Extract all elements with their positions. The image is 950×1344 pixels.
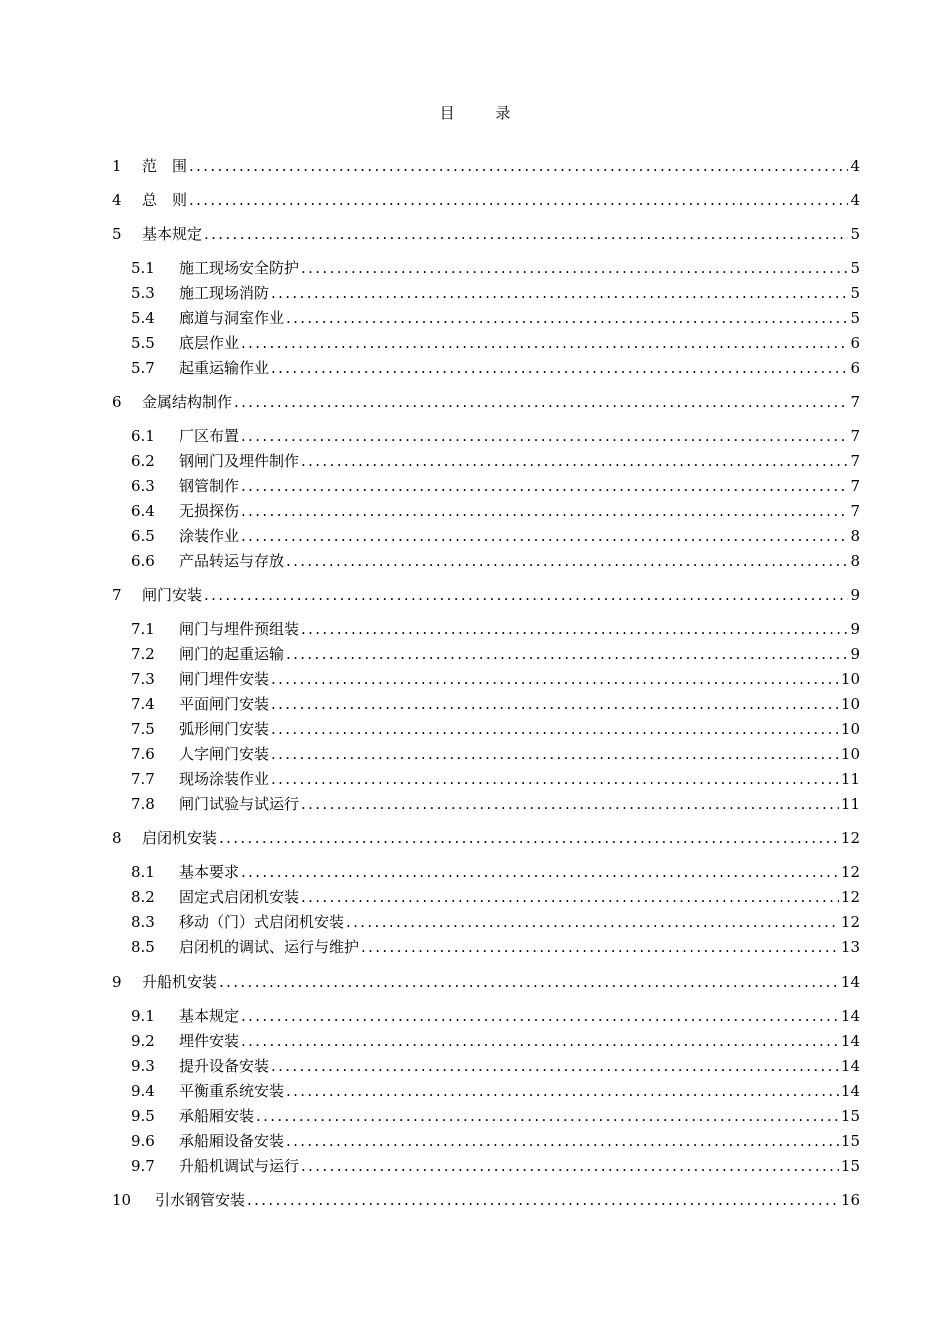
toc-entry-number: 8.3 xyxy=(131,913,155,931)
toc-entry-number: 7 xyxy=(112,586,122,604)
toc-section-entry[interactable] xyxy=(131,717,860,739)
toc-entry-number: 1 xyxy=(112,157,122,175)
toc-page-number: 10 xyxy=(840,670,860,688)
toc-dot-leader xyxy=(256,1106,839,1126)
toc-entry-title: 承船厢设备安装 xyxy=(179,1132,285,1150)
toc-page-number: 8 xyxy=(850,527,860,545)
toc-dot-leader xyxy=(286,1131,839,1151)
toc-chapter-entry[interactable] xyxy=(112,390,860,412)
toc-page-number: 10 xyxy=(840,720,860,738)
toc-section-entry[interactable] xyxy=(131,331,860,353)
toc-section-entry[interactable] xyxy=(131,356,860,378)
toc-entry-number: 6.1 xyxy=(131,427,155,445)
toc-page-number: 11 xyxy=(840,795,860,813)
toc-section-entry[interactable] xyxy=(131,935,860,957)
toc-entry-title: 弧形闸门安装 xyxy=(179,720,270,738)
toc-page-number: 15 xyxy=(840,1157,860,1175)
toc-page-number: 5 xyxy=(850,225,860,243)
toc-entry-title: 升船机安装 xyxy=(142,973,218,991)
toc-page-number: 5 xyxy=(850,259,860,277)
toc-entry-title: 总 则 xyxy=(142,191,188,209)
toc-page-number: 4 xyxy=(850,191,860,209)
toc-dot-leader xyxy=(204,585,848,605)
toc-entry-number: 9.4 xyxy=(131,1082,155,1100)
toc-entry-title: 金属结构制作 xyxy=(142,393,233,411)
toc-entry-title: 钢管制作 xyxy=(179,477,240,495)
toc-page-number: 12 xyxy=(840,829,860,847)
toc-entry-number: 6.2 xyxy=(131,452,155,470)
toc-page-number: 14 xyxy=(840,1032,860,1050)
toc-dot-leader xyxy=(241,1031,839,1051)
toc-entry-title: 基本规定 xyxy=(142,225,203,243)
toc-entry-title: 闸门安装 xyxy=(142,586,203,604)
toc-section-entry[interactable] xyxy=(131,1079,860,1101)
toc-entry-number: 9 xyxy=(112,973,122,991)
toc-entry-number: 7.4 xyxy=(131,695,155,713)
toc-section-entry[interactable] xyxy=(131,1029,860,1051)
toc-dot-leader xyxy=(247,1190,839,1210)
toc-entry-title: 提升设备安装 xyxy=(179,1057,270,1075)
toc-page-number: 14 xyxy=(840,1007,860,1025)
toc-dot-leader xyxy=(271,283,848,303)
toc-entry-number: 5.4 xyxy=(131,309,155,327)
toc-section-entry[interactable] xyxy=(131,424,860,446)
toc-dot-leader xyxy=(241,476,848,496)
toc-page-number: 14 xyxy=(840,973,860,991)
toc-dot-leader xyxy=(361,937,839,957)
toc-entry-number: 7.8 xyxy=(131,795,155,813)
toc-page-number: 9 xyxy=(850,620,860,638)
toc-chapter-entry[interactable] xyxy=(112,222,860,244)
toc-section-entry[interactable] xyxy=(131,667,860,689)
toc-page-number: 7 xyxy=(850,427,860,445)
toc-page-number: 12 xyxy=(840,913,860,931)
toc-page-number: 7 xyxy=(850,393,860,411)
toc-entry-number: 8 xyxy=(112,829,122,847)
toc-entry-number: 7.2 xyxy=(131,645,155,663)
toc-entry-number: 6.6 xyxy=(131,552,155,570)
toc-section-entry[interactable] xyxy=(131,549,860,571)
toc-section-entry[interactable] xyxy=(131,1004,860,1026)
toc-entry-title: 廊道与洞室作业 xyxy=(179,309,285,327)
toc-entry-title: 人字闸门安装 xyxy=(179,745,270,763)
toc-entry-number: 4 xyxy=(112,191,122,209)
toc-entry-title: 施工现场消防 xyxy=(179,284,270,302)
toc-chapter-entry[interactable] xyxy=(112,188,860,210)
toc-page-number: 6 xyxy=(850,359,860,377)
toc-dot-leader xyxy=(346,912,839,932)
toc-section-entry[interactable] xyxy=(131,742,860,764)
toc-section-entry[interactable] xyxy=(131,449,860,471)
toc-entry-number: 7.1 xyxy=(131,620,155,638)
toc-page-number: 13 xyxy=(840,938,860,956)
toc-page-number: 15 xyxy=(840,1107,860,1125)
toc-page-number: 4 xyxy=(850,157,860,175)
toc-entry-title: 厂区布置 xyxy=(179,427,240,445)
toc-dot-leader xyxy=(301,1156,839,1176)
toc-section-entry[interactable] xyxy=(131,792,860,814)
toc-page-number: 7 xyxy=(850,452,860,470)
toc-page-number: 10 xyxy=(840,695,860,713)
toc-dot-leader xyxy=(301,258,848,278)
toc-dot-leader xyxy=(219,972,839,992)
toc-page-number: 9 xyxy=(850,586,860,604)
toc-entry-title: 承船厢安装 xyxy=(179,1107,255,1125)
toc-entry-title: 涂装作业 xyxy=(179,527,240,545)
toc-entry-number: 5.3 xyxy=(131,284,155,302)
toc-section-entry[interactable] xyxy=(131,306,860,328)
toc-dot-leader xyxy=(189,156,848,176)
toc-entry-number: 5 xyxy=(112,225,122,243)
toc-page-number: 12 xyxy=(840,888,860,906)
toc-dot-leader xyxy=(241,426,848,446)
toc-entry-number: 6.3 xyxy=(131,477,155,495)
toc-section-entry[interactable] xyxy=(131,1104,860,1126)
toc-dot-leader xyxy=(301,619,848,639)
toc-page-number: 16 xyxy=(840,1191,860,1209)
toc-entry-number: 10 xyxy=(112,1191,132,1209)
toc-entry-title: 基本规定 xyxy=(179,1007,240,1025)
toc-dot-leader xyxy=(271,719,839,739)
toc-section-entry[interactable] xyxy=(131,281,860,303)
toc-dot-leader xyxy=(241,333,848,353)
toc-entry-title: 施工现场安全防护 xyxy=(179,259,300,277)
toc-page-number: 15 xyxy=(840,1132,860,1150)
toc-dot-leader xyxy=(301,887,839,907)
toc-page-number: 7 xyxy=(850,502,860,520)
toc-entry-number: 9.3 xyxy=(131,1057,155,1075)
toc-dot-leader xyxy=(234,392,848,412)
toc-dot-leader xyxy=(301,794,839,814)
toc-dot-leader xyxy=(271,694,839,714)
toc-dot-leader xyxy=(286,308,848,328)
toc-entry-title: 移动（门）式启闭机安装 xyxy=(179,913,345,931)
toc-entry-title: 埋件安装 xyxy=(179,1032,240,1050)
toc-section-entry[interactable] xyxy=(131,499,860,521)
toc-dot-leader xyxy=(286,644,848,664)
toc-dot-leader xyxy=(241,501,848,521)
toc-page-number: 10 xyxy=(840,745,860,763)
toc-page-number: 14 xyxy=(840,1057,860,1075)
toc-dot-leader xyxy=(219,828,839,848)
page-title: 目 录 xyxy=(439,104,529,122)
toc-dot-leader xyxy=(271,744,839,764)
toc-entry-number: 8.2 xyxy=(131,888,155,906)
toc-entry-title: 产品转运与存放 xyxy=(179,552,285,570)
toc-entry-number: 5.1 xyxy=(131,259,155,277)
toc-entry-number: 7.5 xyxy=(131,720,155,738)
toc-dot-leader xyxy=(301,451,848,471)
toc-section-entry[interactable] xyxy=(131,910,860,932)
toc-dot-leader xyxy=(241,862,839,882)
toc-section-entry[interactable] xyxy=(131,767,860,789)
toc-entry-number: 7.7 xyxy=(131,770,155,788)
toc-page-number: 9 xyxy=(850,645,860,663)
toc-entry-title: 闸门与埋件预组装 xyxy=(179,620,300,638)
toc-entry-title: 闸门的起重运输 xyxy=(179,645,285,663)
toc-entry-title: 无损探伤 xyxy=(179,502,240,520)
toc-dot-leader xyxy=(271,669,839,689)
toc-page-number: 7 xyxy=(850,477,860,495)
toc-entry-title: 引水钢管安装 xyxy=(155,1191,246,1209)
toc-page-number: 5 xyxy=(850,284,860,302)
toc-entry-title: 平衡重系统安装 xyxy=(179,1082,285,1100)
toc-section-entry[interactable] xyxy=(131,256,860,278)
toc-chapter-entry[interactable] xyxy=(112,970,860,992)
toc-section-entry[interactable] xyxy=(131,1129,860,1151)
toc-chapter-entry[interactable] xyxy=(112,826,860,848)
toc-dot-leader xyxy=(271,358,848,378)
toc-entry-number: 6.5 xyxy=(131,527,155,545)
toc-section-entry[interactable] xyxy=(131,860,860,882)
toc-dot-leader xyxy=(241,1006,839,1026)
toc-entry-title: 闸门埋件安装 xyxy=(179,670,270,688)
toc-entry-number: 9.1 xyxy=(131,1007,155,1025)
toc-entry-title: 升船机调试与运行 xyxy=(179,1157,300,1175)
toc-dot-leader xyxy=(204,224,848,244)
toc-dot-leader xyxy=(189,190,848,210)
toc-entry-number: 9.7 xyxy=(131,1157,155,1175)
toc-entry-title: 闸门试验与试运行 xyxy=(179,795,300,813)
toc-section-entry[interactable] xyxy=(131,1054,860,1076)
toc-dot-leader xyxy=(271,1056,839,1076)
toc-entry-title: 固定式启闭机安装 xyxy=(179,888,300,906)
toc-entry-number: 9.6 xyxy=(131,1132,155,1150)
toc-chapter-entry[interactable] xyxy=(112,1188,860,1210)
toc-page-number: 6 xyxy=(850,334,860,352)
toc-section-entry[interactable] xyxy=(131,617,860,639)
toc-dot-leader xyxy=(271,769,839,789)
toc-entry-number: 6.4 xyxy=(131,502,155,520)
toc-entry-title: 现场涂装作业 xyxy=(179,770,270,788)
toc-section-entry[interactable] xyxy=(131,642,860,664)
toc-section-entry[interactable] xyxy=(131,474,860,496)
toc-entry-number: 6 xyxy=(112,393,122,411)
toc-entry-title: 起重运输作业 xyxy=(179,359,270,377)
toc-dot-leader xyxy=(241,526,848,546)
toc-section-entry[interactable] xyxy=(131,524,860,546)
toc-entry-number: 5.5 xyxy=(131,334,155,352)
toc-dot-leader xyxy=(286,1081,839,1101)
toc-page-number: 11 xyxy=(840,770,860,788)
toc-dot-leader xyxy=(286,551,848,571)
toc-section-entry[interactable] xyxy=(131,692,860,714)
toc-page-number: 12 xyxy=(840,863,860,881)
toc-page-number: 5 xyxy=(850,309,860,327)
toc-chapter-entry[interactable] xyxy=(112,583,860,605)
toc-entry-title: 启闭机的调试、运行与维护 xyxy=(179,938,360,956)
toc-entry-title: 钢闸门及埋件制作 xyxy=(179,452,300,470)
toc-chapter-entry[interactable] xyxy=(112,154,860,176)
toc-section-entry[interactable] xyxy=(131,1154,860,1176)
toc-page-number: 8 xyxy=(850,552,860,570)
toc-entry-title: 启闭机安装 xyxy=(142,829,218,847)
toc-entry-title: 范 围 xyxy=(142,157,188,175)
toc-entry-number: 5.7 xyxy=(131,359,155,377)
toc-entry-number: 9.2 xyxy=(131,1032,155,1050)
toc-entry-title: 平面闸门安装 xyxy=(179,695,270,713)
toc-entry-number: 8.5 xyxy=(131,938,155,956)
toc-entry-number: 7.6 xyxy=(131,745,155,763)
toc-entry-number: 7.3 xyxy=(131,670,155,688)
toc-entry-title: 基本要求 xyxy=(179,863,240,881)
toc-entry-number: 8.1 xyxy=(131,863,155,881)
toc-entry-number: 9.5 xyxy=(131,1107,155,1125)
toc-page-number: 14 xyxy=(840,1082,860,1100)
toc-section-entry[interactable] xyxy=(131,885,860,907)
toc-entry-title: 底层作业 xyxy=(179,334,240,352)
